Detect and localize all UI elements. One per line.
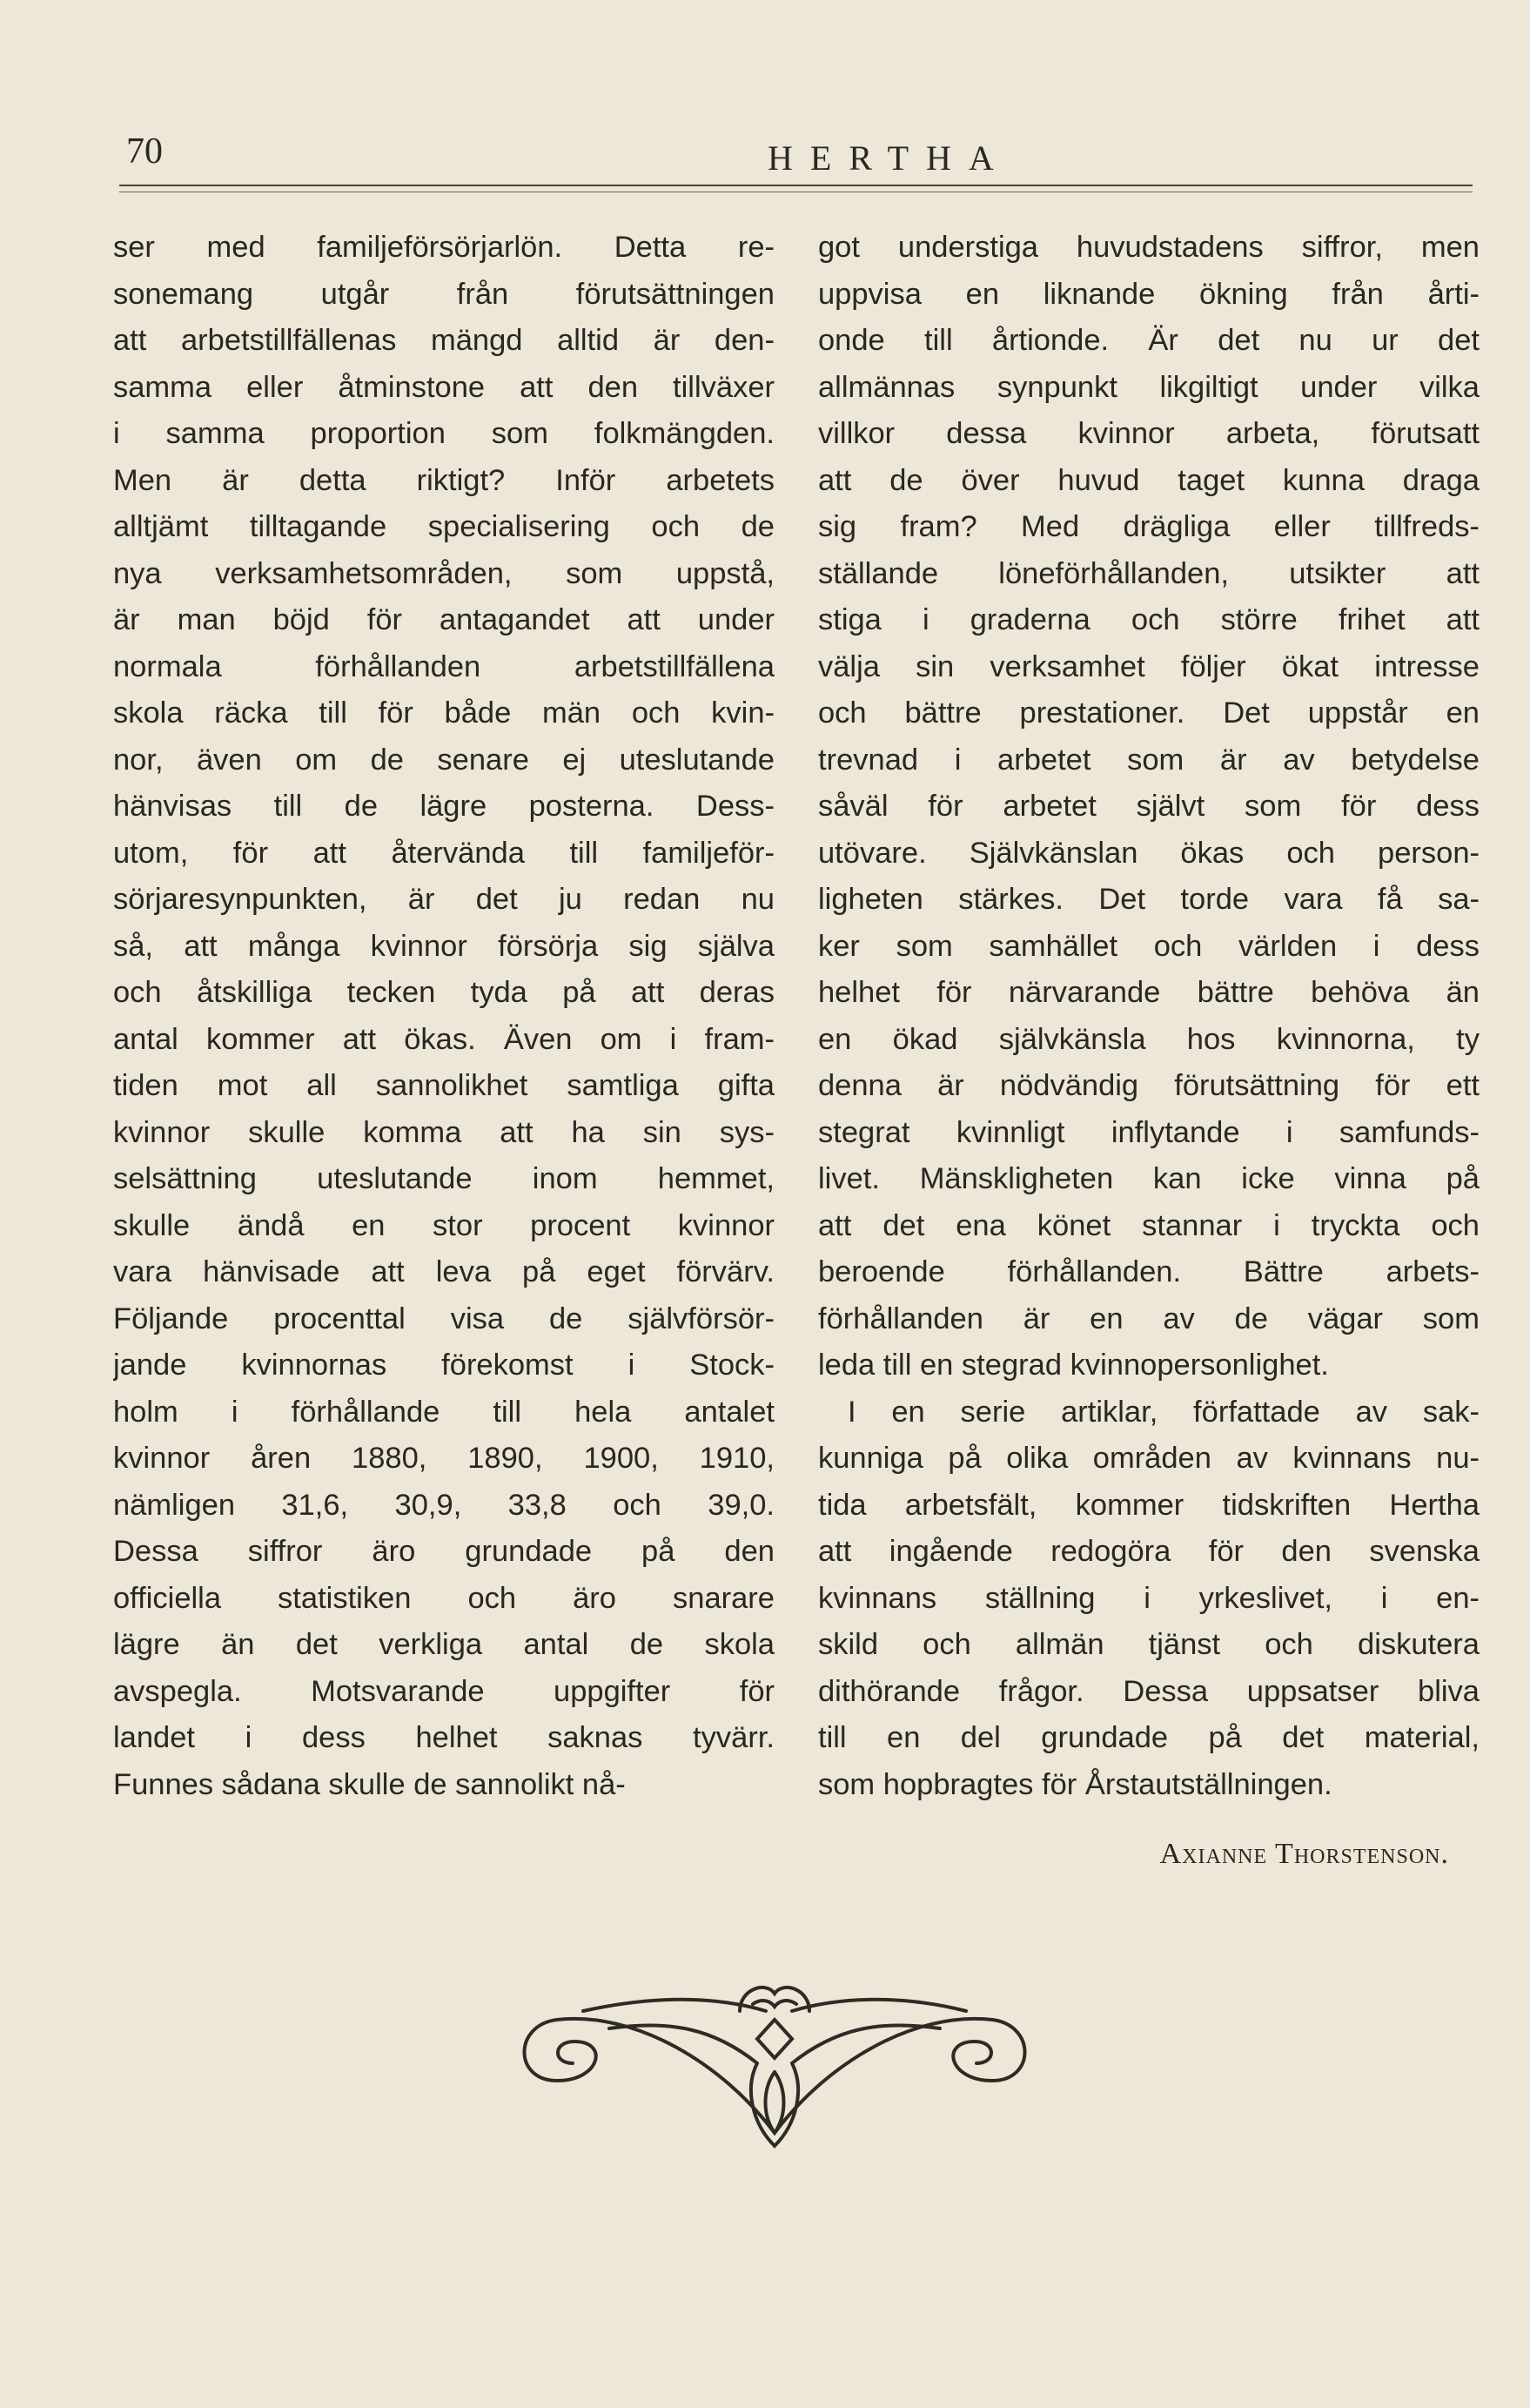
left-column-line: landet i dess helhet saknas tyvärr.	[113, 1721, 775, 1754]
left-column-line: nya verksamhetsområden, som uppstå,	[113, 556, 775, 590]
left-column-line: nor, även om de senare ej uteslutande	[113, 743, 775, 777]
left-column-line: kvinnor åren 1880, 1890, 1900, 1910,	[113, 1442, 775, 1475]
left-column-line: lägre än det verkliga antal de skola	[113, 1628, 775, 1661]
left-column-line: Funnes sådana skulle de sannolikt nå-	[113, 1767, 626, 1801]
decorative-ornament-icon	[505, 1959, 1044, 2159]
left-column-line: holm i förhållande till hela antalet	[113, 1395, 775, 1429]
right-column-line: uppvisa en liknande ökning från årti-	[818, 277, 1480, 311]
right-column-line: dithörande frågor. Dessa uppsatser bliva	[818, 1674, 1480, 1708]
author-signature: Axianne Thorstenson.	[1159, 1838, 1449, 1870]
right-column-line: och bättre prestationer. Det uppstår en	[818, 696, 1480, 730]
right-column-line: att ingående redogöra för den svenska	[818, 1535, 1480, 1568]
right-column-line: att de över huvud taget kunna draga	[818, 463, 1480, 497]
left-column-line: i samma proportion som folkmängden.	[113, 417, 775, 450]
right-column-line: allmännas synpunkt likgiltigt under vilka	[818, 370, 1480, 404]
page-header	[119, 131, 1473, 192]
left-column-line: Men är detta riktigt? Inför arbetets	[113, 463, 775, 497]
right-column-line: kunniga på olika områden av kvinnans nu-	[818, 1442, 1480, 1475]
left-column-line: Dessa siffror äro grundade på den	[113, 1535, 775, 1568]
right-column-line: ker som samhället och världen i dess	[818, 929, 1480, 963]
left-column-line: avspegla. Motsvarande uppgifter för	[113, 1674, 775, 1708]
right-column-line: stegrat kvinnligt inflytande i samfunds-	[818, 1115, 1480, 1149]
left-column-line: sörjaresynpunkten, är det ju redan nu	[113, 883, 775, 916]
right-column-line: kvinnans ställning i yrkeslivet, i en-	[818, 1581, 1480, 1615]
right-column-line: till en del grundade på det material,	[818, 1721, 1480, 1754]
right-column-line: som hopbragtes för Årstautställningen.	[818, 1767, 1332, 1801]
right-column-line: ställande löneförhållanden, utsikter att	[818, 556, 1480, 590]
left-column-line: antal kommer att ökas. Även om i fram-	[113, 1022, 775, 1056]
left-column-line: Följande procenttal visa de självförsör-	[113, 1302, 775, 1335]
right-column-line: I en serie artiklar, författade av sak-	[848, 1395, 1480, 1429]
right-column-line: got understiga huvudstadens siffror, men	[818, 231, 1480, 264]
right-column-line: helhet för närvarande bättre behöva än	[818, 976, 1480, 1009]
right-column-line: onde till årtionde. Är det nu ur det	[818, 324, 1480, 357]
right-column-line: tida arbetsfält, kommer tidskriften Hertha	[818, 1488, 1480, 1522]
left-column-line: officiella statistiken och äro snarare	[113, 1581, 775, 1615]
header-rule	[119, 185, 1473, 186]
right-column-line: stiga i graderna och större frihet att	[818, 603, 1480, 636]
left-column-line: jande kvinnornas förekomst i Stock-	[113, 1349, 775, 1382]
right-column-line: välja sin verksamhet följer ökat intresse	[818, 649, 1480, 683]
left-column-line: och åtskilliga tecken tyda på att deras	[113, 976, 775, 1009]
left-column-line: tiden mot all sannolikhet samtliga gifta	[113, 1069, 775, 1102]
left-column-line: skola räcka till för både män och kvin-	[113, 696, 775, 730]
left-column-line: alltjämt tilltagande specialisering och de	[113, 510, 775, 543]
page-number: 70	[126, 131, 163, 172]
right-column	[818, 225, 1480, 1808]
left-column-line: skulle ändå en stor procent kvinnor	[113, 1208, 775, 1242]
right-column-line: att det ena könet stannar i tryckta och	[818, 1208, 1480, 1242]
left-column-line: utom, för att återvända till familjeför-	[113, 836, 775, 870]
left-column-line: kvinnor skulle komma att ha sin sys-	[113, 1115, 775, 1149]
left-column-line: nämligen 31,6, 30,9, 33,8 och 39,0.	[113, 1488, 775, 1522]
left-column-line: hänvisas till de lägre posterna. Dess-	[113, 790, 775, 823]
right-column-line: sig fram? Med drägliga eller tillfreds-	[818, 510, 1480, 543]
left-column-line: så, att många kvinnor försörja sig själva	[113, 929, 775, 963]
right-column-line: denna är nödvändig förutsättning för ett	[818, 1069, 1480, 1102]
left-column	[113, 225, 775, 1808]
left-column-line: samma eller åtminstone att den tillväxer	[113, 370, 775, 404]
left-column-line: är man böjd för antagandet att under	[113, 603, 775, 636]
right-column-line: skild och allmän tjänst och diskutera	[818, 1628, 1480, 1661]
left-column-line: ser med familjeförsörjarlön. Detta re-	[113, 231, 775, 264]
running-title: HERTHA	[768, 138, 1011, 178]
right-column-line: en ökad självkänsla hos kvinnorna, ty	[818, 1022, 1480, 1056]
right-column-line: beroende förhållanden. Bättre arbets-	[818, 1255, 1480, 1288]
left-column-line: att arbetstillfällenas mängd alltid är den-	[113, 324, 775, 357]
left-column-line: selsättning uteslutande inom hemmet,	[113, 1162, 775, 1195]
right-column-line: ligheten stärkes. Det torde vara få sa-	[818, 883, 1480, 916]
right-column-line: livet. Mänskligheten kan icke vinna på	[818, 1162, 1480, 1195]
right-column-line: förhållanden är en av de vägar som	[818, 1302, 1480, 1335]
right-column-line: utövare. Självkänslan ökas och person-	[818, 836, 1480, 870]
left-column-line: vara hänvisade att leva på eget förvärv.	[113, 1255, 775, 1288]
right-column-line: trevnad i arbetet som är av betydelse	[818, 743, 1480, 777]
right-column-line: såväl för arbetet självt som för dess	[818, 790, 1480, 823]
right-column-line: villkor dessa kvinnor arbeta, förutsatt	[818, 417, 1480, 450]
left-column-line: normala förhållanden arbetstillfällena	[113, 649, 775, 683]
left-column-line: sonemang utgår från förutsättningen	[113, 277, 775, 311]
right-column-line: leda till en stegrad kvinnopersonlighet.	[818, 1349, 1329, 1382]
